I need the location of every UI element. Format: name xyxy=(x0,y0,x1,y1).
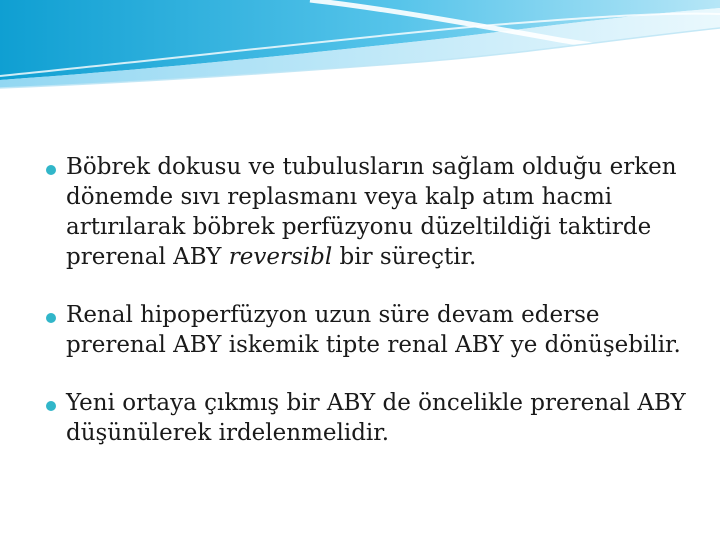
bullet-item-1 xyxy=(46,152,686,272)
bullet-item-3 xyxy=(46,388,686,448)
bullet-icon xyxy=(46,165,56,175)
italic-term: reversibl xyxy=(228,244,333,270)
header-wave-decoration xyxy=(0,0,720,120)
bullet-text: Böbrek dokusu ve tubulusların sağlam olduğu erken dönemde sıvı replasmanı veya kalp atım hacmi artırılarak böbrek perfüzyonu düzeltildiği taktirde prerenal ABY reversibl bir süreçtir. xyxy=(66,154,677,270)
bullet-item-2 xyxy=(46,300,686,360)
bullet-text: Renal hipoperfüzyon uzun süre devam ederse prerenal ABY iskemik tipte renal ABY ye dönüşebilir. xyxy=(66,302,681,358)
bullet-text: Yeni ortaya çıkmış bir ABY de öncelikle prerenal ABY düşünülerek irdelenmelidir. xyxy=(66,390,686,446)
bullet-icon xyxy=(46,401,56,411)
bullet-icon xyxy=(46,313,56,323)
bullet-list xyxy=(46,152,686,448)
